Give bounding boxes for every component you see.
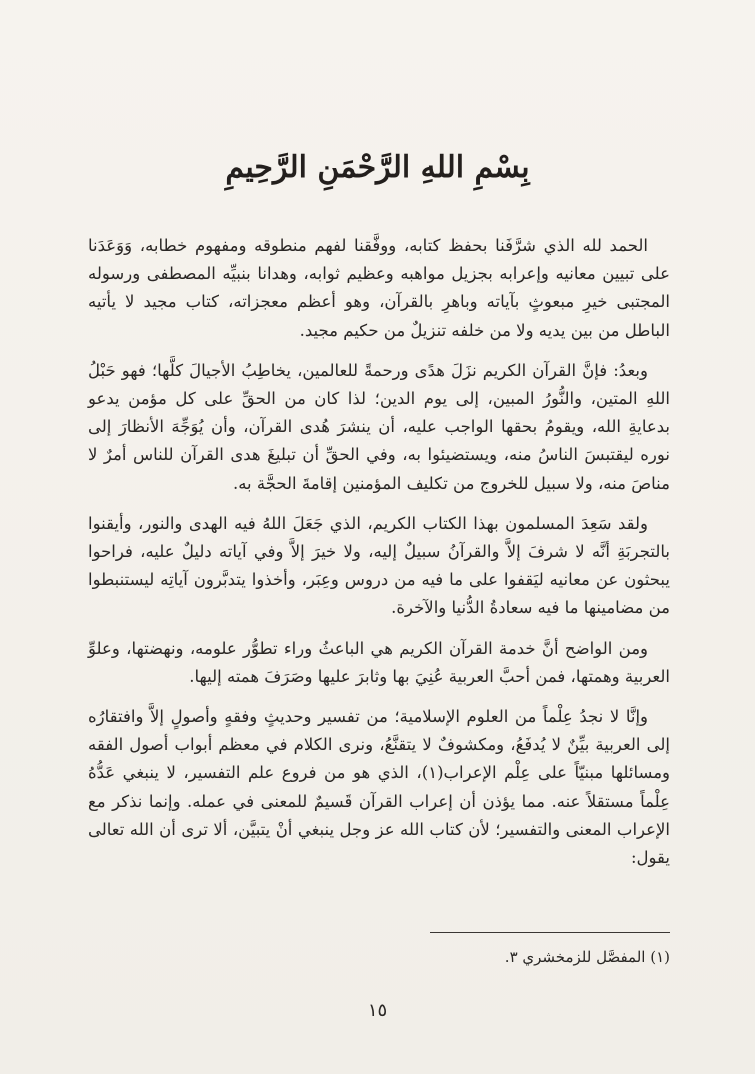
paragraph: ومن الواضح أنَّ خدمة القرآن الكريم هي الباعثُ وراء تطوُّر علومه، ونهضتها، وعلوِّ العربية وهمتها، فمن أحبَّ العربية عُنِيَ بها وثابرَ عليها وصَرَفَ همته إليها. [88, 638, 670, 686]
body-text [88, 232, 670, 884]
footnote-divider [430, 932, 670, 933]
paragraph: وبعدُ: فإنَّ القرآن الكريم نزَلَ هدًى ورحمةً للعالمين، يخاطِبُ الأجيالَ كلَّها؛ فهو حَبْلُ اللهِ المتين، والنُّورُ المبين، إلى يوم الدين؛ لذا كان من الحقِّ على كل مؤمن يدعو بدعايةِ الله، ويقومُ بحقها الواجب عليه، أن ينشرَ هُدى القرآن، وأن يُوَجِّهَ الأنظارَ إلى نوره ليقتبسَ الناسُ منه، ويستضيئوا به، وفي الحقِّ أن تبليغَ هدى القرآن للناس أمرٌ لا مناصَ منه، ولا سبيل للخروج من تكليف المؤمنين إقامةَ الحجَّة به. [88, 360, 670, 493]
paragraph: وإنَّا لا نجدُ عِلْماً من العلوم الإسلامية؛ من تفسير وحديثٍ وفقهٍ وأصولٍ إلاَّ وافتقارُه إلى العربية بيِّنٌ لا يُدفَعُ، ومكشوفٌ لا يتقنَّعُ، ونرى الكلام في معظم أبواب أصول الفقه ومسائلها مبنيّاً على عِلْم الإعراب(١)، الذي هو من فروع علم التفسير، لا ينبغي عَدُّهُ عِلْماً مستقلاً عنه. مما يؤذن أن إعراب القرآن قَسيمٌ للمعنى في عمله. وإنما نذكر مع الإعراب المعنى والتفسير؛ لأن كتاب الله عز وجل ينبغي أنْ يتبيَّن، ألا ترى أن الله تعالى يقول: [88, 707, 671, 868]
paragraph: الحمد لله الذي شرَّفَنا بحفظ كتابه، ووفَّقنا لفهم منطوقه ومفهوم خطابه، وَوَعَدَنا على تبيين معانيه وإعرابه بجزيل مواهبه وعظيم ثوابه، وهدانا بنبيِّه المصطفى ورسوله المجتبى خيرِ مبعوثٍ بآياته وباهرِ بالقرآن، وهو أعظم معجزاته، كتاب مجيد لا يأتيه الباطل من بين يديه ولا من خلفه تنزيلٌ من حكيم مجيد. [88, 236, 670, 340]
paragraph: ولقد سَعِدَ المسلمون بهذا الكتاب الكريم، الذي جَعَلَ اللهُ فيه الهدى والنور، وأيقنوا بالتجربَةِ أنَّه لا شرفَ إلاَّ والقرآنُ سبيلٌ إليه، ولا خيرَ إلاَّ وفي آياته دليلٌ عليه، فراحوا يبحثون عن معانيه ليَقفوا على ما فيه من دروس وعِبَر، وأخذوا يتدبَّرون آياتِه ليستنبطوا من مضامينها ما فيه سعادةُ الدُّنيا والآخرة. [88, 513, 670, 618]
basmala-heading: بِسْمِ اللهِ الرَّحْمَنِ الرَّحِيمِ [225, 150, 530, 185]
page-number: ١٥ [367, 1000, 388, 1021]
footnote: (١) المفصَّل للزمخشري ٣. [504, 948, 670, 966]
